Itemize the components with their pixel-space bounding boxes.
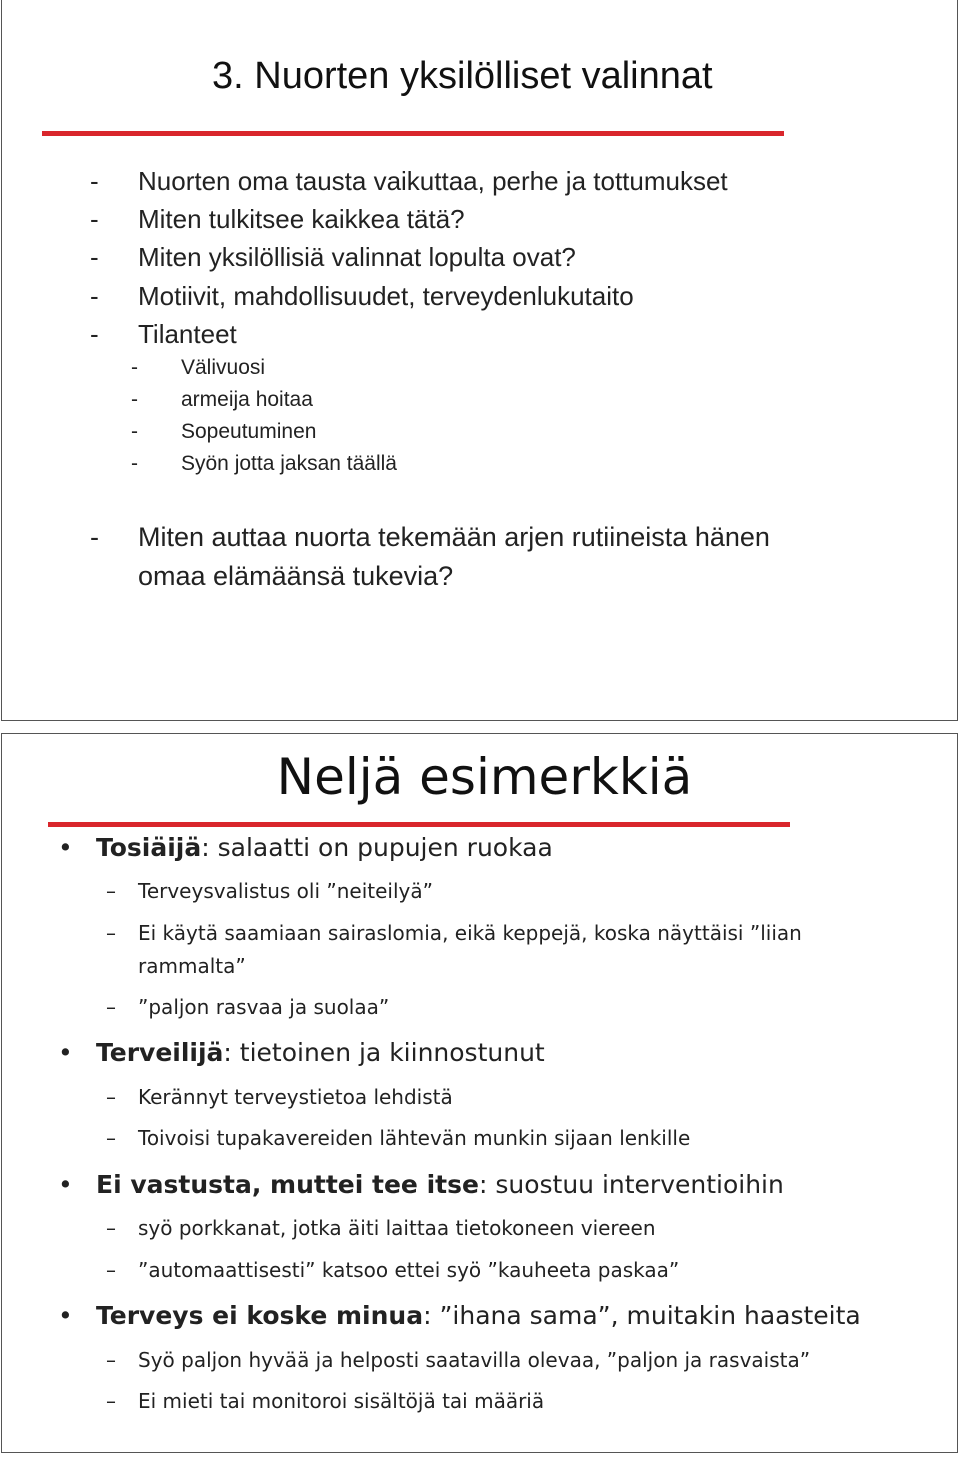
slide-1-title: 3. Nuorten yksilölliset valinnat bbox=[212, 55, 713, 97]
title-underline bbox=[42, 131, 784, 136]
bullet-term: Tosiäijä bbox=[96, 833, 202, 862]
bullet-desc: : suostuu interventioihin bbox=[478, 1170, 784, 1199]
list-item-text: Motiivit, mahdollisuudet, terveydenlukutaito bbox=[138, 281, 634, 311]
bullet-desc: : ”ihana sama”, muitakin haasteita bbox=[423, 1301, 861, 1330]
bullet-desc: : tietoinen ja kiinnostunut bbox=[223, 1038, 545, 1067]
bullet-icon: • bbox=[58, 833, 73, 862]
list-item-text: Tilanteet bbox=[138, 319, 237, 349]
bullet-icon: • bbox=[58, 1038, 73, 1067]
list-item-text: omaa elämäänsä tukevia? bbox=[138, 561, 454, 591]
bullet-term: Ei vastusta, muttei tee itse bbox=[96, 1170, 479, 1199]
slide-2-title: Neljä esimerkkiä bbox=[276, 748, 693, 806]
sub-list-item-text: Sopeutuminen bbox=[181, 420, 317, 443]
bullet-icon: • bbox=[58, 1170, 73, 1199]
sub-list-item-text: Välivuosi bbox=[181, 356, 266, 379]
list-item-text: Miten yksilöllisiä valinnat lopulta ovat? bbox=[138, 242, 576, 272]
title-underline bbox=[48, 822, 790, 827]
sub-list-item-text: Syön jotta jaksan täällä bbox=[181, 452, 397, 475]
bullet-term: Terveys ei koske minua bbox=[96, 1301, 424, 1330]
list-item-text: Miten auttaa nuorta tekemään arjen rutiineista hänen bbox=[138, 522, 770, 552]
list-item-text: Nuorten oma tausta vaikuttaa, perhe ja tottumukset bbox=[138, 166, 728, 196]
list-item-text: Miten tulkitsee kaikkea tätä? bbox=[138, 204, 465, 234]
bullet-term: Terveilijä bbox=[96, 1038, 224, 1067]
bullet-icon: • bbox=[58, 1301, 73, 1330]
slide-2: Neljä esimerkkiä • Tosiäijä: salaatti on pupujen ruokaa – Terveysvalistus oli ”neiteilyä” – Ei käytä saamiaan sairaslomia, eikä keppejä, koska näyttäisi ”liian rammalta” – ”paljon rasvaa ja suolaa” • Terveilijä: tietoinen ja kiinnostunut – Kerännyt terveystietoa lehdistä – Toivoisi tupakavereiden lähtevän munkin sijaan lenkille • Ei vastusta, muttei tee itse: suostuu interventioihin – syö porkkanat, jotka äiti laittaa tietokoneen viereen – ”automaattisesti” katsoo ettei syö ”kauheeta paskaa” • Terveys ei koske minua: ”ihana sama”, muitakin haasteita – Syö paljon hyvää ja helposti saatavilla olevaa, ”paljon ja rasvaista” – Ei mieti tai monitoroi sisältöjä tai määriä bbox=[1, 733, 958, 1453]
slide-1: 3. Nuorten yksilölliset valinnat - Nuorten oma tausta vaikuttaa, perhe ja tottumukset - Miten tulkitsee kaikkea tätä? - Miten yksilöllisiä valinnat lopulta ovat? - Motiivit, mahdollisuudet, terveydenlukutaito - Tilanteet - Välivuosi - armeija hoitaa - Sopeutuminen - Syön jotta jaksan täällä - Miten auttaa nuorta tekemään arjen rutiineista hänen omaa elämäänsä tukevia? bbox=[1, 0, 958, 721]
sub-list-item-text: armeija hoitaa bbox=[181, 388, 313, 411]
bullet-desc: : salaatti on pupujen ruokaa bbox=[201, 833, 553, 862]
